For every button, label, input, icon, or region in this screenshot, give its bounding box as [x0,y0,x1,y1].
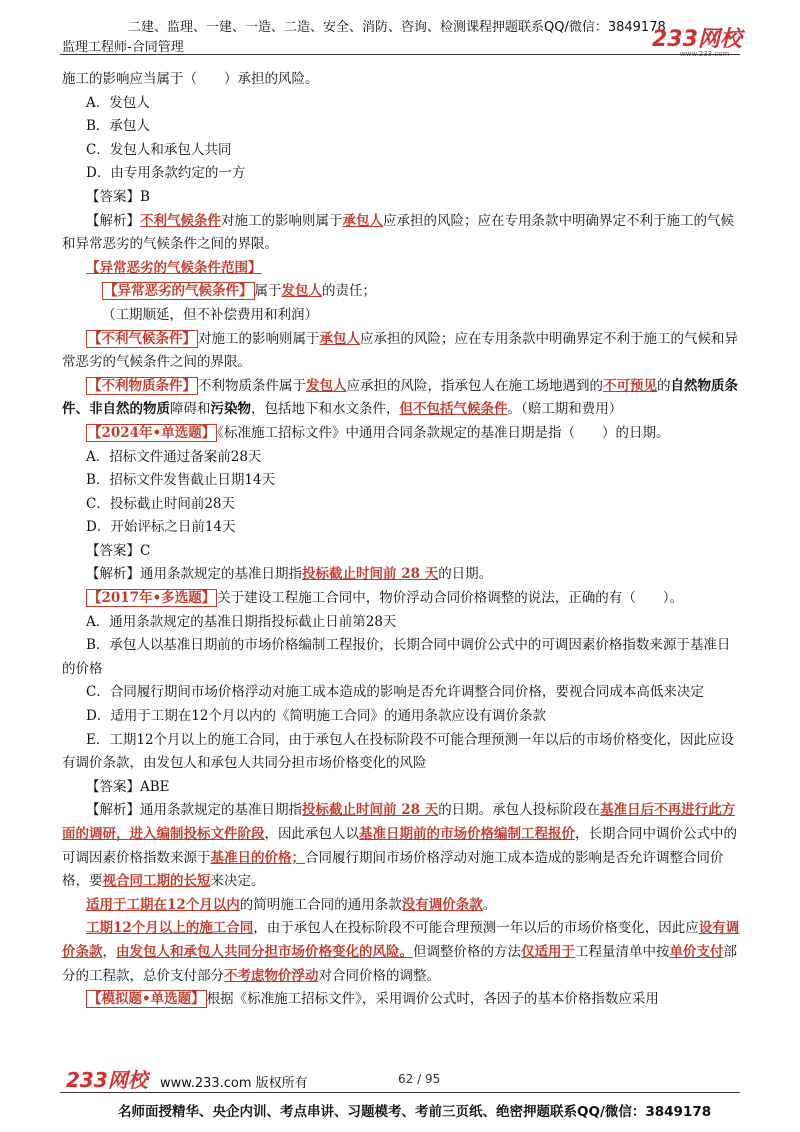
option-a: A．通用条款规定的基准日期指投标截止日前第28天 [86,613,397,630]
option-a: A．发包人 [86,94,150,111]
answer: 【答案】C [86,542,151,559]
analysis-paragraph: 【解析】不利气候条件对施工的影响则属于承包人应承担的风险；应在专用条款中明确界定不利于施工的气候和异常恶劣的气候条件之间的界限。 [62,212,734,253]
header-contact-line: 二建、监理、一建、一造、二造、安全、消防、咨询、检测课程押题联系QQ/微信：3849178 [128,20,666,35]
analysis-paragraph: 【解析】通用条款规定的基准日期指投标截止时间前 28 天的日期。 [86,566,493,583]
question-mock: 【模拟题•单选题】 根据《标准施工招标文件》，采用调价公式时，各因子的基本价格指数应采用 [88,991,659,1008]
document-body [62,68,742,1012]
footer-divider [60,1092,740,1093]
option-b: B．承包人 [86,118,150,135]
option-a: A．招标文件通过备案前28天 [86,448,262,465]
section-heading: 【异常恶劣的气候条件范围】 [86,259,262,276]
brand-logo-text: 233网校 [652,27,742,52]
brand-logo [650,22,746,58]
page-header [0,0,800,60]
option-b: B．承包人以基准日期前的市场价格编制工程报价，长期合同中调价公式中的可调因素价格指数来源于基准日的价格 [62,637,731,677]
question-2017: 【2017年•多选题】 关于建设工程施工合同中，物价浮动合同价格调整的说法，正确的有（ ）。 [88,590,683,607]
option-e: E．工期12个月以上的施工合同，由于承包人在投标阶段不可能合理预测一年以后的市场价格变化，因此应设有调价条款，由发包人和承包人共同分担市场价格变化的风险 [62,731,735,772]
bullet-weather-adverse: 【不利气候条件】 对施工的影响则属于承包人应承担的风险；应在专用条款中明确界定不利于施工的气候和异常恶劣的气候条件之间的界限。 [62,330,738,371]
analysis-paragraph: 【解析】通用条款规定的基准日期指投标截止时间前 28 天的日期。承包人投标阶段在基准日后不再进行此方面的调研，进入编制投标文件阶段，因此承包人以基准日期前的市场价格编制工程报价，长期合同中调价公式中的可调因素价格指数来源于基准日的价格；合同履行期间市场价格浮动对施工成本造成的影响是否允许调整合同价格，要视合同工期的长短来决定。 [62,802,737,890]
header-subtitle: 监理工程师-合同管理 [62,40,184,55]
option-d: D．适用于工期在12个月以内的《简明施工合同》的通用条款应设有调价条款 [86,708,547,725]
analysis-paragraph: 适用于工期在12个月以内的简明施工合同的通用条款没有调价条款。 [86,896,497,913]
header-divider [60,54,740,55]
bullet-weather-severe: 【异常恶劣的气候条件】 属于发包人的责任； [104,283,376,300]
option-c: C．合同履行期间市场价格浮动对施工成本造成的影响是否允许调整合同价格，要视合同成本高低来决定 [86,684,704,701]
analysis-paragraph: 工期12个月以上的施工合同，由于承包人在投标阶段不可能合理预测一年以后的市场价格变化，因此应设有调价条款，由发包人和承包人共同分担市场价格变化的风险。但调整价格的方法仅适用于工程量清单中按单价支付部分的工程款，总价支付部分不考虑物价浮动对合同价格的调整。 [62,920,740,984]
bullet-physical-conditions: 【不利物质条件】 不利物质条件属于发包人应承担的风险，指承包人在施工场地遇到的不可预见的自然物质条件、非自然的物质障碍和污染物，包括地下和水文条件，但不包括气候条件。（赔工期和费用） [62,377,738,418]
answer: 【答案】B [86,188,150,205]
page-footer [0,1060,800,1132]
option-b: B．招标文件发售截止日期14天 [86,472,276,489]
footer-brand-logo [64,1066,150,1092]
question-stem-tail: 施工的影响应当属于（ ）承担的风险。 [62,71,319,87]
footer-logo-text: 233网校 [66,1068,148,1092]
answer: 【答案】ABE [86,778,170,795]
option-c: C．发包人和承包人共同 [86,141,232,158]
option-d: D．开始评标之日前14天 [86,519,236,536]
footer-slogan: 名师面授精华、央企内训、考点串讲、习题模考、考前三页纸、绝密押题联系QQ/微信：3849178 [118,1104,712,1120]
note-line: （工期顺延，但不补偿费用和利润） [102,306,318,323]
question-2024: 【2024年•单选题】 《标准施工招标文件》中通用合同条款规定的基准日期是指（ ）的日期。 [88,424,670,441]
option-d: D．由专用条款约定的一方 [86,165,246,182]
option-c: C．投标截止时间前28天 [86,495,236,512]
footer-copyright: www.233.com 版权所有 [160,1076,308,1091]
page-number: 62 / 95 [398,1072,441,1086]
brand-logo-url: www.233.com [680,50,730,58]
